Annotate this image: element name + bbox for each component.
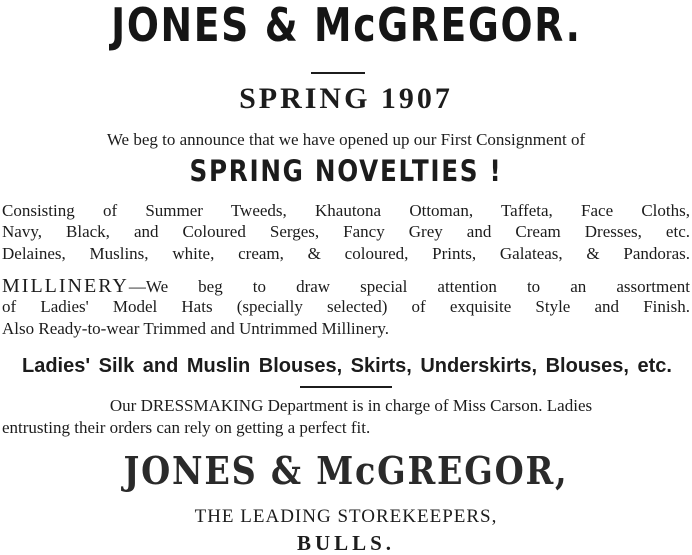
intro-text: We beg to announce that we have opened up our First Consignment of (106, 130, 586, 149)
millinery-line: Also Ready-to-wear Trimmed and Untrimmed Millinery. (2, 319, 390, 338)
footer-town: BULLS. (296, 531, 396, 555)
fabrics-line: Navy, Black, and Coloured Serges, Fancy Grey and Cream Dresses, etc. (2, 222, 690, 241)
fabrics-line: Consisting of Summer Tweeds, Khautona Ottoman, Taffeta, Face Cloths, (2, 201, 690, 220)
divider-rule (300, 386, 392, 388)
season-title: SPRING 1907 (239, 82, 453, 115)
millinery-line (2, 276, 690, 296)
dressmaking-line: Our DRESSMAKING Department is in charge of Miss Carson. Ladies (109, 396, 593, 415)
millinery-text: —We beg to draw special attention to an assortment (128, 277, 690, 296)
footer-tagline: THE LEADING STOREKEEPERS, (194, 506, 498, 527)
dressmaking-line: entrusting their orders can rely on getting a perfect fit. (2, 418, 371, 437)
advert-heading: JONES & McGREGOR. (111, 0, 582, 52)
novelties-heading: SPRING NOVELTIES ! (189, 154, 503, 188)
fabrics-line: Delaines, Muslins, white, cream, & coloured, Prints, Galateas, & Pandoras. (2, 244, 690, 263)
millinery-heading: MILLINERY (2, 275, 129, 297)
millinery-line: of Ladies' Model Hats (specially selected) of exquisite Style and Finish. (2, 297, 690, 316)
footer-store-name: JONES & McGREGOR, (123, 448, 569, 493)
blouses-line: Ladies' Silk and Muslin Blouses, Skirts, Underskirts, Blouses, etc. (22, 355, 672, 377)
divider-rule (311, 72, 365, 74)
